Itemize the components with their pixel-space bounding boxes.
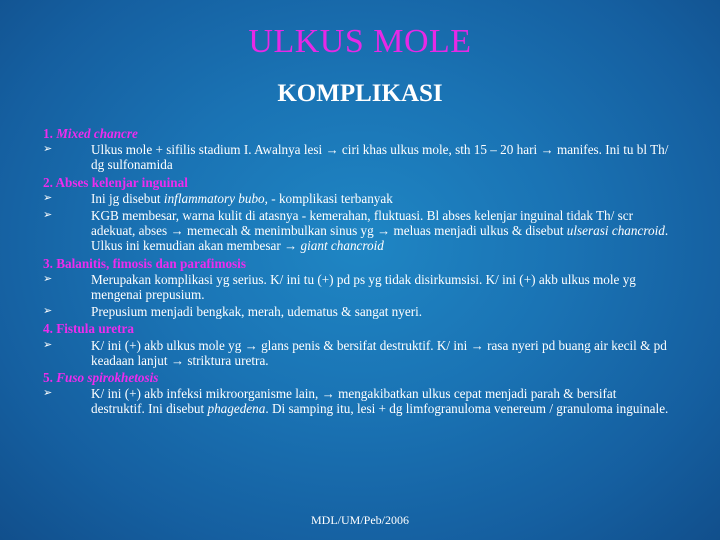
arrow-bullet-icon: ➢ — [43, 272, 53, 285]
right-arrow-icon: → — [325, 142, 339, 158]
arrow-bullet-icon: ➢ — [43, 143, 53, 156]
arrow-bullet-icon: ➢ — [43, 338, 53, 351]
section-heading-fistula: 4. Fistula uretra — [43, 321, 134, 337]
bullet-kgb-membesar: ➢ KGB membesar, warna kulit di atasnya - kemerahan, fluktuasi. Bl abses kelenjar inguinal tidak Th/ scr adekuat, abses → memecah & menimbulkan sinus yg → meluas menjadi ulkus & disebut ulserasi chancroid. Ulkus ini kemudian akan membesar → giant chancroid — [43, 208, 669, 254]
bullet-mixed-chancre: ➢ Ulkus mole + sifilis stadium I. Awalnya lesi → ciri khas ulkus mole, sth 15 – 20 hari → manifes. Ini tu bl Th/ dg sulfonamida — [43, 142, 669, 173]
bullet-prepusium: ➢ Prepusium menjadi bengkak, merah, udematus & sangat nyeri. — [43, 304, 423, 320]
right-arrow-icon: → — [284, 238, 298, 254]
slide-title: ULKUS MOLE — [248, 23, 472, 60]
right-arrow-icon: → — [540, 142, 554, 158]
right-arrow-icon: → — [170, 352, 185, 368]
arrow-bullet-icon: ➢ — [43, 305, 53, 318]
arrow-bullet-icon: ➢ — [43, 387, 53, 400]
section-heading-abses: 2. Abses kelenjar inguinal — [43, 174, 188, 190]
right-arrow-icon: → — [377, 223, 391, 239]
bullet-inflammatory-bubo: ➢ Ini jg disebut inflammatory bubo, - komplikasi terbanyak — [43, 190, 393, 206]
arrow-bullet-icon: ➢ — [43, 191, 53, 204]
slide-content — [43, 126, 673, 419]
arrow-bullet-icon: ➢ — [43, 209, 53, 222]
right-arrow-icon: → — [470, 337, 484, 353]
section-heading-balanitis: 3. Balanitis, fimosis dan parafimosis — [43, 255, 246, 271]
bullet-komplikasi-serius: ➢ Merupakan komplikasi yg serius. K/ ini tu (+) pd ps yg tidak disirkumsisi. K/ ini (+) akb ulkus mole yg mengenai prepusium. — [43, 271, 636, 303]
right-arrow-icon: → — [170, 223, 184, 239]
section-heading-fuso: 5. Fuso spirokhetosis — [43, 370, 159, 386]
slide-footer: MDL/UM/Peb/2006 — [310, 513, 409, 527]
bullet-fuso: ➢ K/ ini (+) akb infeksi mikroorganisme lain, → mengakibatkan ulkus cepat menjadi parah & bersifat destruktif. Ini disebut phagedena. Di samping itu, lesi + dg limfogranuloma venereum / granuloma inguinale. — [43, 386, 669, 417]
right-arrow-icon: → — [321, 386, 335, 402]
section-heading-mixed-chancre: 1. Mixed chancre — [43, 126, 138, 141]
slide-subtitle: KOMPLIKASI — [277, 80, 443, 107]
right-arrow-icon: → — [244, 337, 258, 353]
bullet-fistula: ➢ K/ ini (+) akb ulkus mole yg → glans penis & bersifat destruktif. K/ ini → rasa nyeri pd buang air kecil & pd keadaan lanjut → striktura uretra. — [43, 337, 667, 368]
